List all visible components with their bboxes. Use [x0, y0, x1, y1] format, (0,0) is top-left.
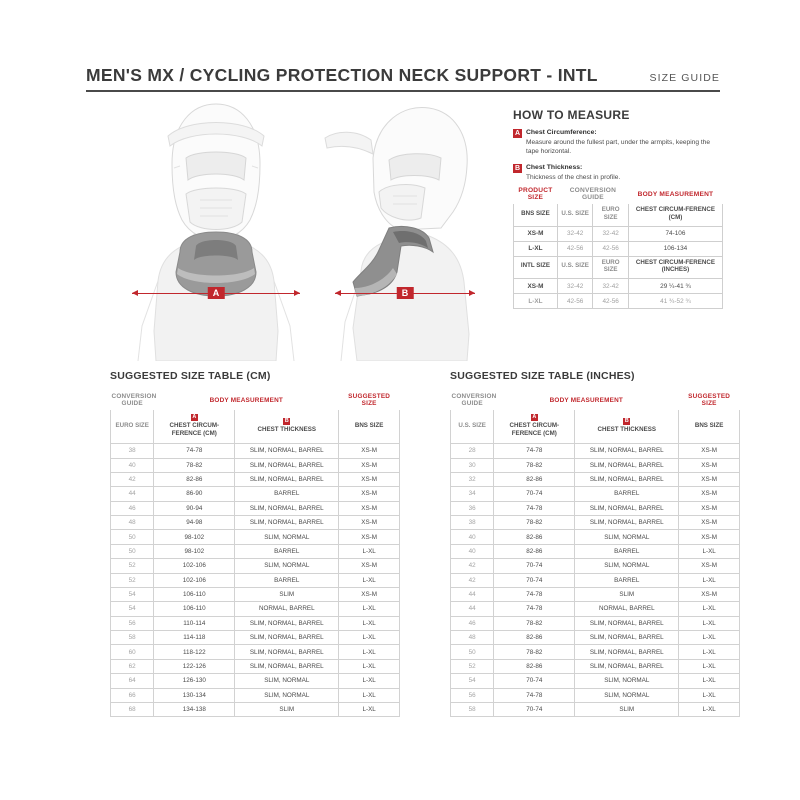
badge-a-icon: A: [514, 130, 521, 137]
chest-thickness-measure-side: [335, 286, 475, 300]
table-row: [451, 444, 740, 458]
table-row: [451, 688, 740, 702]
cell-chest-thickness: SLIM, NORMAL, BARREL: [235, 659, 339, 673]
cell-bns-size: L-XL: [679, 616, 740, 630]
size-guide-tag: SIZE GUIDE: [649, 72, 720, 84]
col-bns-size: BNS SIZE: [514, 204, 558, 226]
group-header-body-measurement: BODY MEASUREMENT: [549, 396, 623, 404]
cell-size: 56: [451, 688, 494, 702]
how-to-measure-item: [513, 128, 723, 157]
cell-bns-size: L-XL: [339, 602, 400, 616]
measure-arrow-left: [335, 290, 341, 296]
cell-bns-size: L-XL: [339, 659, 400, 673]
cell-size: 40: [451, 530, 494, 544]
suggested-size-table-cm-title: SUGGESTED SIZE TABLE (CM): [110, 370, 271, 382]
side-figure-svg: [301, 96, 501, 361]
cell-size: 68: [111, 702, 154, 716]
cell-chest-circumference: 74-78: [494, 444, 575, 458]
table-row: [451, 702, 740, 716]
cell-chest-circumference: 70-74: [494, 674, 575, 688]
table-row: [451, 659, 740, 673]
col-euro-size: EURO SIZE: [593, 256, 629, 279]
table-row: [451, 472, 740, 486]
cell-size: 46: [451, 616, 494, 630]
cell-size: 42: [451, 573, 494, 587]
cell-size: 28: [451, 444, 494, 458]
cell-chest-circumference: 41 ¾-52 ¾: [628, 294, 722, 309]
cell-size: 60: [111, 645, 154, 659]
group-header-conversion-guide: CONVERSION GUIDE: [569, 187, 617, 201]
cell-bns-size: XS-M: [339, 458, 400, 472]
cell-chest-circumference: 70-74: [494, 573, 575, 587]
table-row: [451, 530, 740, 544]
cell-chest-thickness: SLIM, NORMAL, BARREL: [575, 472, 679, 486]
cell-bns-size: L-XL: [339, 645, 400, 659]
cell-chest-thickness: BARREL: [235, 573, 339, 587]
table-row: [111, 516, 400, 530]
measure-arrow-right: [469, 290, 475, 296]
cell-chest-thickness: SLIM, NORMAL: [235, 674, 339, 688]
table-row: [111, 487, 400, 501]
cell-chest-circumference: 94-98: [154, 516, 235, 530]
table-row: [111, 544, 400, 558]
cell-chest-circumference: 82-86: [494, 530, 575, 544]
group-header-body-measurement: BODY MEASUREMENT: [637, 190, 714, 198]
table-row: [451, 458, 740, 472]
cell-euro-size: 32-42: [593, 226, 629, 241]
table-row: [111, 674, 400, 688]
col-us-size: U.S. SIZE: [557, 204, 593, 226]
cell-chest-circumference: 86-90: [154, 487, 235, 501]
badge-b-icon: B: [624, 418, 629, 425]
cell-size: 50: [111, 530, 154, 544]
table-row: [111, 702, 400, 716]
table-row: [111, 444, 400, 458]
how-to-measure-body: Thickness of the chest in profile.: [526, 173, 621, 181]
cell-intl-size: XS-M: [514, 279, 558, 294]
cell-chest-thickness: SLIM, NORMAL, BARREL: [235, 516, 339, 530]
table-row: [451, 501, 740, 515]
cell-bns-size: XS-M: [679, 487, 740, 501]
table-row: [514, 241, 723, 256]
cell-bns-size: L-XL: [679, 702, 740, 716]
cell-size: 50: [451, 645, 494, 659]
cell-us-size: 32-42: [557, 279, 593, 294]
cell-chest-circumference: 82-86: [494, 472, 575, 486]
col-chest-thickness: [235, 410, 339, 444]
how-to-measure-section: [513, 108, 723, 188]
cell-size: 64: [111, 674, 154, 688]
cell-chest-thickness: SLIM, NORMAL, BARREL: [235, 645, 339, 659]
suggested-size-table-cm-block: [110, 370, 400, 717]
cell-chest-thickness: SLIM, NORMAL, BARREL: [575, 516, 679, 530]
cell-bns-size: L-XL: [679, 631, 740, 645]
cell-chest-thickness: SLIM, NORMAL, BARREL: [235, 616, 339, 630]
how-to-measure-heading: Chest Thickness:: [526, 163, 583, 171]
table-row: [451, 516, 740, 530]
measure-arrow-left: [132, 290, 138, 296]
cell-bns-size: L-XL: [339, 631, 400, 645]
table-row: [514, 226, 723, 241]
cell-chest-thickness: BARREL: [235, 487, 339, 501]
cell-size: 32: [451, 472, 494, 486]
cell-chest-thickness: SLIM, NORMAL, BARREL: [235, 444, 339, 458]
table-row: [111, 688, 400, 702]
table-row: [451, 587, 740, 601]
cell-bns-size: L-XL: [679, 659, 740, 673]
cell-chest-thickness: SLIM, NORMAL, BARREL: [575, 444, 679, 458]
col-us-size: U.S. SIZE: [451, 410, 494, 444]
cell-size: 40: [451, 544, 494, 558]
col-chest-circumference-label: CHEST CIRCUM-FERENCE (CM): [509, 422, 560, 438]
cell-chest-thickness: SLIM, NORMAL, BARREL: [575, 501, 679, 515]
group-header-suggested-size: SUGGESTED SIZE: [688, 393, 731, 407]
cell-size: 52: [451, 659, 494, 673]
cell-bns-size: XS-M: [679, 559, 740, 573]
cell-size: 56: [111, 616, 154, 630]
cell-size: 30: [451, 458, 494, 472]
cell-bns-size: L-XL: [339, 544, 400, 558]
suggested-size-table-inches-title: SUGGESTED SIZE TABLE (INCHES): [450, 370, 635, 382]
cell-chest-circumference: 82-86: [494, 659, 575, 673]
cell-chest-thickness: SLIM, NORMAL, BARREL: [575, 458, 679, 472]
cell-bns-size: XS-M: [679, 458, 740, 472]
table-row: [111, 616, 400, 630]
cell-chest-thickness: SLIM, NORMAL: [235, 688, 339, 702]
group-header-suggested-size: SUGGESTED SIZE: [348, 393, 391, 407]
cell-size: 44: [451, 602, 494, 616]
table-row: [451, 559, 740, 573]
col-chest-thickness-label: CHEST THICKNESS: [257, 426, 316, 434]
cell-chest-circumference: 118-122: [154, 645, 235, 659]
cell-size: 52: [111, 559, 154, 573]
table-row: [111, 458, 400, 472]
cell-chest-thickness: SLIM, NORMAL, BARREL: [575, 645, 679, 659]
cell-bns-size: L-XL: [339, 688, 400, 702]
group-header-product-size: PRODUCT SIZE: [518, 187, 553, 201]
cell-chest-circumference: 74-78: [494, 501, 575, 515]
cell-chest-circumference: 126-130: [154, 674, 235, 688]
cell-size: 46: [111, 501, 154, 515]
front-figure-svg: [116, 96, 316, 361]
badge-a-icon: A: [532, 414, 537, 420]
cell-chest-thickness: SLIM, NORMAL, BARREL: [575, 616, 679, 630]
cell-chest-circumference: 130-134: [154, 688, 235, 702]
cell-chest-circumference: 98-102: [154, 530, 235, 544]
cell-bns-size: XS-M: [339, 587, 400, 601]
cell-us-size: 32-42: [557, 226, 593, 241]
how-to-measure-item: [513, 163, 723, 182]
table-row: [111, 559, 400, 573]
table-row: [514, 294, 723, 309]
chest-circumference-measure-front: [132, 286, 300, 300]
cell-size: 48: [451, 631, 494, 645]
cell-size: 54: [451, 674, 494, 688]
cell-size: 54: [111, 602, 154, 616]
cell-chest-thickness: BARREL: [575, 573, 679, 587]
cell-chest-circumference: 106-110: [154, 602, 235, 616]
cell-chest-circumference: 98-102: [154, 544, 235, 558]
cell-chest-circumference: 110-114: [154, 616, 235, 630]
col-intl-size: INTL SIZE: [514, 256, 558, 279]
cell-chest-thickness: SLIM, NORMAL: [575, 674, 679, 688]
cell-chest-circumference: 70-74: [494, 559, 575, 573]
cell-chest-thickness: SLIM, NORMAL, BARREL: [235, 501, 339, 515]
measure-badge-b: B: [397, 287, 414, 299]
suggested-size-table-inches: [450, 390, 740, 717]
cell-bns-size: L-XL: [679, 573, 740, 587]
table-row: [111, 631, 400, 645]
cell-bns-size: L-XL: [679, 645, 740, 659]
cell-euro-size: 42-56: [593, 241, 629, 256]
how-to-measure-body: Measure around the fullest part, under the armpits, keeping the tape horizontal.: [526, 138, 711, 156]
cell-size: 52: [111, 573, 154, 587]
suggested-size-table-inches-block: [450, 370, 740, 717]
col-chest-thickness-label: CHEST THICKNESS: [597, 426, 656, 434]
cell-bns-size: XS-M: [679, 472, 740, 486]
table-group-header-row: [111, 390, 400, 410]
cell-bns-size: L-XL: [339, 674, 400, 688]
cell-chest-circumference: 78-82: [494, 616, 575, 630]
cell-chest-thickness: SLIM: [575, 587, 679, 601]
front-view-illustration: [116, 96, 316, 361]
cell-chest-circumference: 78-82: [494, 458, 575, 472]
cell-chest-thickness: NORMAL, BARREL: [575, 602, 679, 616]
table-row: [451, 602, 740, 616]
side-view-illustration: [301, 96, 501, 361]
table-row: [451, 616, 740, 630]
how-to-measure-text: [526, 163, 620, 182]
measure-arrow-right: [294, 290, 300, 296]
cell-size: 42: [451, 559, 494, 573]
cell-size: 38: [451, 516, 494, 530]
cell-chest-thickness: SLIM: [235, 702, 339, 716]
table-row: [111, 501, 400, 515]
cell-chest-thickness: BARREL: [235, 544, 339, 558]
cell-chest-circumference: 78-82: [494, 516, 575, 530]
cell-chest-circumference: 102-106: [154, 573, 235, 587]
table-row: [111, 573, 400, 587]
cell-bns-size: XS-M: [339, 559, 400, 573]
col-bns-size: BNS SIZE: [339, 410, 400, 444]
cell-bns-size: XS-M: [514, 226, 558, 241]
col-chest-circumference-label: CHEST CIRCUM-FERENCE (CM): [169, 422, 220, 438]
cell-bns-size: XS-M: [339, 501, 400, 515]
cell-bns-size: XS-M: [679, 516, 740, 530]
col-chest-circumference: [494, 410, 575, 444]
cell-chest-circumference: 70-74: [494, 487, 575, 501]
table-row: [111, 602, 400, 616]
cell-size: 44: [451, 587, 494, 601]
table-row: [451, 573, 740, 587]
how-to-measure-text: [526, 128, 723, 157]
table-row: [451, 674, 740, 688]
cell-bns-size: L-XL: [679, 602, 740, 616]
cell-chest-circumference: 106-134: [628, 241, 722, 256]
table-row: [111, 659, 400, 673]
badge-a-icon: A: [192, 414, 197, 420]
group-header-conversion-guide: CONVERSION GUIDE: [111, 393, 157, 407]
table-row: [514, 279, 723, 294]
cell-bns-size: XS-M: [679, 587, 740, 601]
cell-size: 42: [111, 472, 154, 486]
badge-b-icon: B: [514, 164, 521, 172]
cell-size: 34: [451, 487, 494, 501]
table-row: [451, 631, 740, 645]
cell-bns-size: XS-M: [679, 444, 740, 458]
cell-chest-thickness: SLIM, NORMAL: [235, 559, 339, 573]
cell-chest-circumference: 74-78: [494, 688, 575, 702]
cell-chest-circumference: 122-126: [154, 659, 235, 673]
product-size-table: [513, 184, 723, 309]
suggested-size-table-cm: [110, 390, 400, 717]
measure-badge-a: A: [208, 287, 225, 299]
cell-bns-size: L-XL: [679, 544, 740, 558]
cell-euro-size: 32-42: [593, 279, 629, 294]
cell-chest-circumference: 82-86: [154, 472, 235, 486]
cell-bns-size: XS-M: [339, 472, 400, 486]
cell-chest-thickness: SLIM, NORMAL, BARREL: [235, 472, 339, 486]
cell-chest-thickness: SLIM: [235, 587, 339, 601]
cell-bns-size: XS-M: [339, 444, 400, 458]
cell-bns-size: L-XL: [679, 688, 740, 702]
cell-bns-size: XS-M: [339, 516, 400, 530]
cell-chest-circumference: 102-106: [154, 559, 235, 573]
col-euro-size: EURO SIZE: [111, 410, 154, 444]
cell-chest-thickness: NORMAL, BARREL: [235, 602, 339, 616]
cell-bns-size: L-XL: [339, 702, 400, 716]
cell-chest-circumference: 70-74: [494, 702, 575, 716]
col-us-size: U.S. SIZE: [557, 256, 593, 279]
cell-chest-thickness: SLIM, NORMAL, BARREL: [575, 659, 679, 673]
table-row: [451, 645, 740, 659]
table-row: [451, 487, 740, 501]
col-chest-circumference-cm: CHEST CIRCUM-FERENCE (CM): [628, 204, 722, 226]
cell-size: 62: [111, 659, 154, 673]
cell-chest-thickness: BARREL: [575, 487, 679, 501]
cell-size: 50: [111, 544, 154, 558]
cell-chest-circumference: 74-78: [494, 587, 575, 601]
cell-chest-thickness: SLIM, NORMAL, BARREL: [575, 631, 679, 645]
table-group-header-row: [514, 184, 723, 204]
cell-euro-size: 42-56: [593, 294, 629, 309]
cell-chest-circumference: 29 ¼-41 ¾: [628, 279, 722, 294]
table-subheader-row: [111, 410, 400, 444]
cell-bns-size: XS-M: [679, 530, 740, 544]
table-group-header-row: [451, 390, 740, 410]
cell-chest-circumference: 106-110: [154, 587, 235, 601]
cell-size: 40: [111, 458, 154, 472]
col-euro-size: EURO SIZE: [593, 204, 629, 226]
cell-size: 44: [111, 487, 154, 501]
col-chest-circumference-inches: CHEST CIRCUM-FERENCE (INCHES): [628, 256, 722, 279]
cell-bns-size: L-XL: [679, 674, 740, 688]
cell-us-size: 42-56: [557, 294, 593, 309]
table-row: [111, 530, 400, 544]
cell-chest-thickness: SLIM, NORMAL: [235, 530, 339, 544]
cell-chest-circumference: 74-78: [494, 602, 575, 616]
cell-size: 58: [111, 631, 154, 645]
cell-bns-size: XS-M: [339, 487, 400, 501]
cell-bns-size: L-XL: [514, 241, 558, 256]
cell-size: 58: [451, 702, 494, 716]
how-to-measure-title: HOW TO MEASURE: [513, 108, 630, 122]
col-bns-size: BNS SIZE: [679, 410, 740, 444]
cell-chest-thickness: SLIM, NORMAL: [575, 559, 679, 573]
cell-size: 38: [111, 444, 154, 458]
cell-size: 66: [111, 688, 154, 702]
cell-chest-thickness: SLIM, NORMAL: [575, 688, 679, 702]
cell-chest-thickness: SLIM: [575, 702, 679, 716]
cell-chest-thickness: BARREL: [575, 544, 679, 558]
table-row: [111, 587, 400, 601]
col-chest-circumference: [154, 410, 235, 444]
page-header: [86, 56, 720, 92]
cell-chest-circumference: 82-86: [494, 631, 575, 645]
table-row: [451, 544, 740, 558]
cell-chest-circumference: 90-94: [154, 501, 235, 515]
table-subheader-row: [514, 204, 723, 226]
cell-size: 54: [111, 587, 154, 601]
group-header-conversion-guide: CONVERSION GUIDE: [451, 393, 497, 407]
cell-intl-size: L-XL: [514, 294, 558, 309]
group-header-body-measurement: BODY MEASUREMENT: [209, 396, 283, 404]
table-row: [111, 472, 400, 486]
page-title: MEN'S MX / CYCLING PROTECTION NECK SUPPORT - INTL: [86, 65, 598, 85]
cell-bns-size: L-XL: [339, 573, 400, 587]
cell-bns-size: XS-M: [679, 501, 740, 515]
illustration-area: [86, 96, 486, 361]
cell-chest-thickness: SLIM, NORMAL, BARREL: [235, 631, 339, 645]
cell-chest-circumference: 82-86: [494, 544, 575, 558]
cell-size: 36: [451, 501, 494, 515]
cell-bns-size: XS-M: [339, 530, 400, 544]
table-row: [111, 645, 400, 659]
table-subheader-row: [451, 410, 740, 444]
how-to-measure-heading: Chest Circumference:: [526, 129, 597, 136]
cell-chest-circumference: 78-82: [494, 645, 575, 659]
cell-size: 48: [111, 516, 154, 530]
cell-bns-size: L-XL: [339, 616, 400, 630]
col-chest-thickness: [575, 410, 679, 444]
cell-us-size: 42-56: [557, 241, 593, 256]
cell-chest-circumference: 74-106: [628, 226, 722, 241]
cell-chest-circumference: 114-118: [154, 631, 235, 645]
cell-chest-thickness: SLIM, NORMAL, BARREL: [235, 458, 339, 472]
cell-chest-circumference: 78-82: [154, 458, 235, 472]
cell-chest-thickness: SLIM, NORMAL: [575, 530, 679, 544]
table-subheader-row: [514, 256, 723, 279]
cell-chest-circumference: 74-78: [154, 444, 235, 458]
cell-chest-circumference: 134-138: [154, 702, 235, 716]
badge-b-icon: B: [284, 418, 289, 425]
